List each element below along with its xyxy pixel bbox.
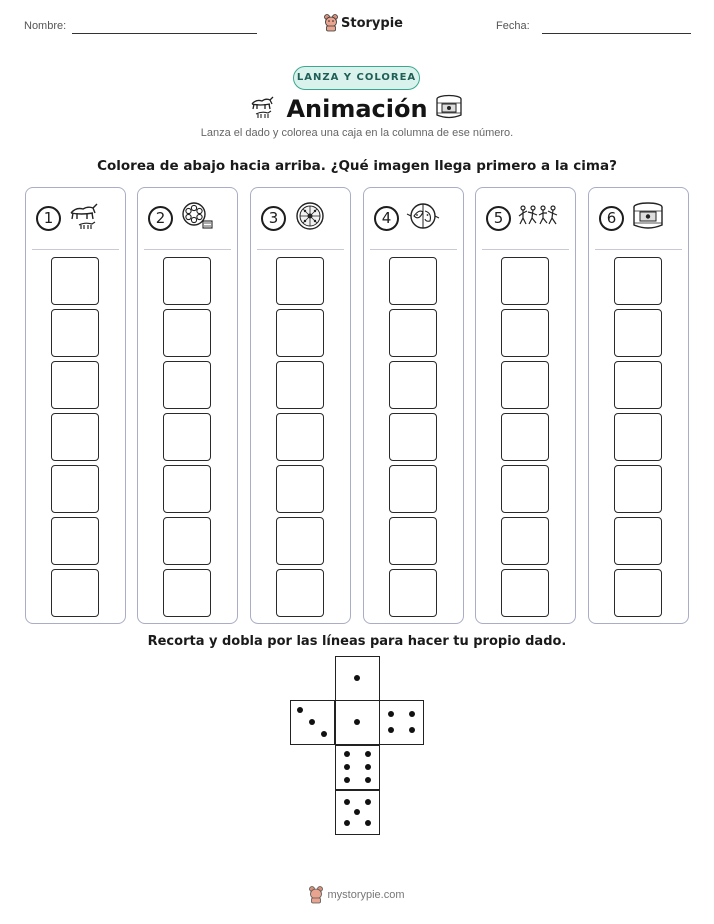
die-pip <box>365 751 371 757</box>
die-face-3 <box>290 700 335 745</box>
column-number: 3 <box>261 206 286 231</box>
brand-name: Storypie <box>341 15 403 31</box>
column-divider <box>144 249 231 250</box>
color-box[interactable] <box>163 309 211 357</box>
color-box[interactable] <box>276 257 324 305</box>
color-box[interactable] <box>163 361 211 409</box>
column-number: 6 <box>599 206 624 231</box>
bear-mascot-icon <box>309 886 323 904</box>
die-pip <box>354 675 360 681</box>
color-box[interactable] <box>276 465 324 513</box>
die-pip <box>365 777 371 783</box>
color-box[interactable] <box>614 465 662 513</box>
date-line <box>542 33 691 34</box>
color-box[interactable] <box>501 309 549 357</box>
color-box[interactable] <box>51 309 99 357</box>
color-box[interactable] <box>276 517 324 565</box>
die-pip <box>354 809 360 815</box>
color-box[interactable] <box>163 465 211 513</box>
color-box[interactable] <box>501 257 549 305</box>
column-header <box>374 200 441 236</box>
name-line <box>72 33 257 34</box>
color-box[interactable] <box>501 569 549 617</box>
die-pip <box>365 799 371 805</box>
column-number: 5 <box>486 206 511 231</box>
film-canister-icon <box>630 201 666 236</box>
color-box[interactable] <box>389 413 437 461</box>
color-box[interactable] <box>614 309 662 357</box>
color-box[interactable] <box>614 257 662 305</box>
color-box[interactable] <box>389 517 437 565</box>
die-face-6 <box>335 745 380 790</box>
color-box[interactable] <box>614 413 662 461</box>
bear-mascot-icon <box>324 14 338 32</box>
color-box[interactable] <box>501 465 549 513</box>
color-box[interactable] <box>163 257 211 305</box>
column-header <box>261 200 328 236</box>
die-face-5 <box>335 790 380 835</box>
cut-instruction: Recorta y dobla por las líneas para hacer tu propio dado. <box>147 634 567 649</box>
name-label: Nombre: <box>24 20 67 32</box>
color-box[interactable] <box>163 413 211 461</box>
color-box[interactable] <box>501 361 549 409</box>
activity-badge: LANZA Y COLOREA <box>293 66 420 90</box>
color-box[interactable] <box>614 517 662 565</box>
column-5 <box>475 187 576 624</box>
color-box[interactable] <box>163 569 211 617</box>
footer-url: mystorypie.com <box>327 889 405 901</box>
color-box[interactable] <box>51 569 99 617</box>
die-face-1 <box>335 656 380 701</box>
column-divider <box>257 249 344 250</box>
color-box[interactable] <box>501 413 549 461</box>
color-box[interactable] <box>276 309 324 357</box>
die-pip <box>309 719 315 725</box>
color-box[interactable] <box>389 309 437 357</box>
column-2 <box>137 187 238 624</box>
color-box[interactable] <box>614 361 662 409</box>
die-pip <box>344 799 350 805</box>
die-pip <box>388 711 394 717</box>
color-box[interactable] <box>614 569 662 617</box>
die-pip <box>354 719 360 725</box>
storypie-logo <box>324 12 403 34</box>
film-canister-icon <box>434 94 464 120</box>
column-number: 4 <box>374 206 399 231</box>
die-pip <box>409 727 415 733</box>
column-divider <box>370 249 457 250</box>
color-box[interactable] <box>51 413 99 461</box>
color-box[interactable] <box>163 517 211 565</box>
color-box[interactable] <box>276 569 324 617</box>
die-face-1 <box>335 700 380 745</box>
thaumatrope-fish-icon <box>405 201 441 236</box>
die-pip <box>344 820 350 826</box>
instruction: Colorea de abajo hacia arriba. ¿Qué imagen llega primero a la cima? <box>97 158 617 174</box>
die-pip <box>344 764 350 770</box>
column-header <box>486 200 561 236</box>
date-label: Fecha: <box>496 20 530 32</box>
subtitle: Lanza el dado y colorea una caja en la columna de ese número. <box>200 127 514 139</box>
page-title: Animación <box>286 95 428 123</box>
color-box[interactable] <box>389 465 437 513</box>
column-divider <box>595 249 682 250</box>
die-face-4 <box>379 700 424 745</box>
column-number: 2 <box>148 206 173 231</box>
die-pip <box>344 777 350 783</box>
color-box[interactable] <box>51 361 99 409</box>
die-pip <box>409 711 415 717</box>
die-pip <box>365 820 371 826</box>
zoetrope-icon <box>292 201 328 236</box>
column-header <box>36 200 103 236</box>
color-box[interactable] <box>501 517 549 565</box>
color-box[interactable] <box>276 361 324 409</box>
die-pip <box>365 764 371 770</box>
column-6 <box>588 187 689 624</box>
column-header <box>148 200 215 236</box>
cave-painting-animals-icon <box>67 201 103 236</box>
color-box[interactable] <box>389 361 437 409</box>
column-1 <box>25 187 126 624</box>
footer <box>0 886 714 904</box>
film-reel-icon <box>179 201 215 236</box>
column-divider <box>482 249 569 250</box>
color-box[interactable] <box>389 569 437 617</box>
die-pip <box>388 727 394 733</box>
color-box[interactable] <box>389 257 437 305</box>
column-4 <box>363 187 464 624</box>
column-divider <box>32 249 119 250</box>
die-pip <box>344 751 350 757</box>
color-box[interactable] <box>51 517 99 565</box>
color-box[interactable] <box>51 465 99 513</box>
die-pip <box>297 707 303 713</box>
title-row <box>0 92 714 126</box>
color-box[interactable] <box>51 257 99 305</box>
color-box[interactable] <box>276 413 324 461</box>
column-number: 1 <box>36 206 61 231</box>
die-pip <box>321 731 327 737</box>
running-figures-sequence-icon <box>517 201 561 236</box>
column-3 <box>250 187 351 624</box>
column-header <box>599 200 666 236</box>
cave-painting-animals-icon <box>248 94 278 120</box>
